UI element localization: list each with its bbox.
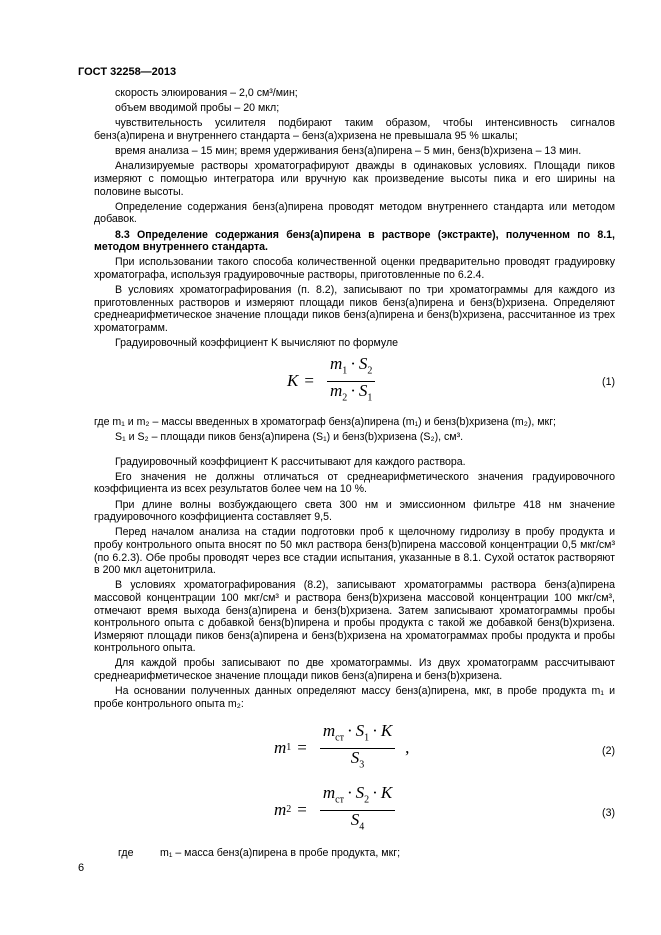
paragraph: При использовании такого способа количественной оценки предварительно проводят градуировку хроматографа, используя градуировочные растворы, приготовленные по 6.2.4.: [94, 256, 615, 281]
formula-3: m 2 = $\frac{m_{ст} \cdot S_2 \cdot K}{S_4}$ (3): [274, 783, 615, 833]
paragraph: Его значения не должны отличаться от среднеарифметического значения градуировочного коэффициента из всех результатов более чем на 10 %.: [94, 470, 615, 496]
formula-legend: где m₁ и m₂ – массы введенных в хроматограф бенз(а)пирена (m₁) и бенз(b)хризена (m₂), мкг;: [94, 416, 556, 429]
document-body: [94, 87, 615, 853]
formula-legend-last: [118, 847, 401, 860]
paragraph: чувствительность усилителя подбирают таким образом, чтобы интенсивность сигналов бенз(а)пирена и внутреннего стандарта – бенз(а)хризена не превышала 95 % шкалы;: [94, 117, 615, 142]
paragraph: Для каждой пробы записывают по две хроматограммы. Из двух хроматограмм рассчитывают среднеарифметическое значение площади пиков бенз(а)пирена и бенз(b)хризена.: [94, 657, 615, 683]
formula-equals: =: [297, 800, 307, 820]
paragraph: В условиях хроматографирования (п. 8.2), записывают по три хроматограммы для каждого из приготовленных растворов и измеряют площади пиков бенз(а)пирена и бенз(b)хризена. Определяют среднеарифметическое значение площади пиков бенз(а)пирена и бенз(b)хризена, рассчитанное из трех хроматограмм.: [94, 284, 615, 334]
formula-equals: =: [304, 371, 314, 391]
document-header: ГОСТ 32258—2013: [78, 66, 177, 78]
formula-number: (1): [602, 376, 615, 389]
formula-fraction: $\frac{m_{ст} \cdot S_1 \cdot K}{S_3}$: [320, 725, 395, 772]
paragraph: объем вводимой пробы – 20 мкл;: [115, 102, 280, 115]
where-lead: где: [118, 847, 134, 859]
paragraph: При длине волны возбуждающего света 300 нм и эмиссионном фильтре 418 нм значение градуировочного коэффициента составляет 9,5.: [94, 498, 615, 524]
formula-fraction: $\frac{m_1 \cdot S_2}{m_2 \cdot S_1}$: [327, 358, 375, 405]
paragraph: Градуировочный коэффициент K вычисляют по формуле: [115, 337, 399, 350]
formula-number: (3): [602, 807, 615, 820]
paragraph: время анализа – 15 мин; время удерживания бенз(а)пирена – 5 мин, бенз(b)хризена – 13 мин.: [115, 145, 582, 158]
paragraph: Определение содержания бенз(а)пирена проводят методом внутреннего стандарта или методом добавок.: [94, 200, 615, 226]
paragraph: скорость элюирования – 2,0 см³/мин;: [115, 87, 298, 99]
formula-fraction: $\frac{m_{ст} \cdot S_2 \cdot K}{S_4}$: [320, 787, 395, 834]
formula-equals: =: [297, 738, 307, 758]
paragraph: На основании полученных данных определяют массу бенз(а)пирена, мкг, в пробе продукта m₁ и пробе контрольного опыта m₂:: [94, 685, 615, 710]
paragraph: Градуировочный коэффициент K рассчитывают для каждого раствора.: [115, 455, 466, 468]
formula-lhs: K: [287, 371, 299, 391]
paragraph: Перед началом анализа на стадии подготовки проб к щелочному гидролизу в пробу продукта и пробу контрольного опыта вносят по 50 мкл раствора бенз(b)пирена массовой концентрации 0,5 мкг/см³ (по 6.2.3). Обе пробы проводят через все стадии испытания, указанные в 8.1. Сухой остаток растворяют в 200 мкл ацетонитрила.: [94, 526, 615, 577]
formula-number: (2): [602, 745, 615, 758]
where-definition: m₁ – масса бенз(а)пирена в пробе продукта, мкг;: [160, 847, 401, 859]
formula-2: m 1 = $\frac{m_{ст} \cdot S_1 \cdot K}{S_3}$ , (2): [274, 721, 615, 771]
formula-1: [94, 352, 615, 416]
section-heading: 8.3 Определение содержания бенз(а)пирена в растворе (экстракте), полученном по 8.1, методом внутреннего стандарта.: [94, 228, 615, 254]
paragraph: Анализируемые растворы хроматографируют дважды в одинаковых условиях. Площади пиков измеряют с помощью интегратора или вручную как произведение высоты пика и его ширины на половине высоты.: [94, 160, 615, 198]
formula-legend: S₁ и S₂ – площади пиков бенз(а)пирена (S₁) и бенз(b)хризена (S₂), см³.: [115, 431, 464, 444]
page-number: 6: [78, 862, 85, 874]
paragraph: В условиях хроматографирования (8.2), записывают хроматограммы раствора бенз(а)пирена массовой концентрации 100 мкг/см³ и раствора бенз(b)хризена массовой концентрации 100 мкг/см³, отмечают время выхода бенз(а)пирена и бенз(b)хризена. Затем записывают хроматограммы пробы контрольного опыта с добавкой бенз(b)пирена и пробы продукта с такой же добавкой бенз(b)хризена. Измеряют площади пиков бенз(а)пирена и бенз(b)хризена на хроматограммах пробы продукта и пробы контрольного опыта.: [94, 579, 615, 655]
